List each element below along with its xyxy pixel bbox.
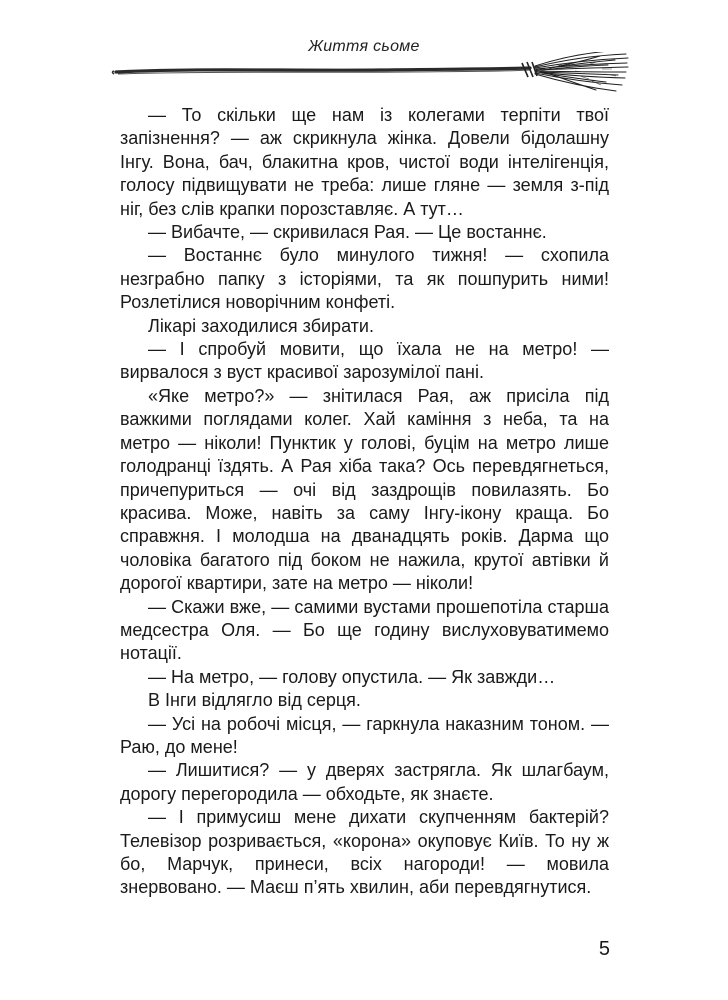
paragraph: — Скажи вже, — самими вустами прошепотіла старша медсестра Оля. — Бо ще годину вислуховуватимемо нотації. <box>120 596 609 664</box>
paragraph: Лікарі заходилися збирати. <box>148 315 374 336</box>
paragraph: — І примусиш мене дихати скупченням бактерій? Телевізор розривається, «корона» окуповує Київ. То ну ж бо, Марчук, принеси, всіх нагороди! — мовила знервовано. — Маєш п’ять хвилин, аби перевдягнутися. <box>120 807 609 898</box>
paragraph: — Востаннє було минулого тижня! — схопила незграбно папку з історіями, та як пошпурить ними! Розлетілися новорічним конфеті. <box>120 245 609 313</box>
paragraph: «Яке метро?» — знітилася Рая, аж присіла під важкими поглядами колег. Хай каміння з неба, та на метро — ніколи! Пунктик у голові, буцім на метро лише голодранці їздять. А Рая хіба така? Ось перевдягнеться, причепуриться — очі від заздрощів повилазять. Бо красива. Може, навіть за саму Інгу-ікону краща. Бо справжня. І молодша на дванадцять років. Дарма що чоловіка багатого під боком не нажила, крутої автівки й дорогої квартири, зате на метро — ніколи! <box>120 385 609 594</box>
paragraph: — І спробуй мовити, що їхала не на метро! — вирвалося з вуст красивої зарозумілої пані. <box>120 339 609 383</box>
paragraph: В Інги відлягло від серця. <box>148 690 361 711</box>
paragraph: — То скільки ще нам із колегами терпіти твої запізнення? — аж скрикнула жінка. Довели бідолашну Інгу. Вона, бач, блакитна кров, чистої води інтелігенція, голосу підвищувати не треба: лише гляне — земля з-під ніг, без слів крапки порозставляє. А тут… <box>120 105 609 219</box>
running-head: Життя сьоме <box>308 38 420 55</box>
body-text <box>120 104 609 900</box>
broom-icon <box>110 52 630 96</box>
paragraph: — Усі на робочі місця, — гаркнула наказним тоном. — Раю, до мене! <box>120 713 609 757</box>
page-number: 5 <box>598 938 610 960</box>
paragraph: — Лишитися? — у дверях застрягла. Як шлагбаум, дорогу перегородила — обходьте, як знаєте. <box>120 760 609 804</box>
paragraph: — На метро, — голову опустила. — Як завжди… <box>148 666 556 687</box>
paragraph: — Вибачте, — скривилася Рая. — Це востаннє. <box>148 222 547 243</box>
